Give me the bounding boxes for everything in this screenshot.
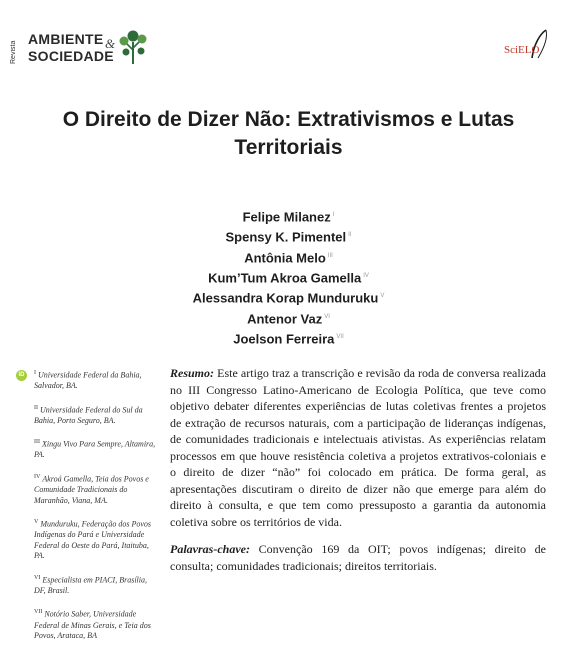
author-list (100, 206, 477, 348)
affiliation-item: $^{VI}$ Especialista em PIACI, Brasília, DF, Brasil. (34, 574, 147, 595)
affiliation-item: $^{IV}$ Akroá Gamella, Teia dos Povos e Comunidade Tradicionais do Maranhão, Viana, MA. (34, 473, 149, 505)
abstract-text: Este artigo traz a transcrição e revisão da roda de conversa realizada no III Congresso Latino-Americano de Ecologia Política, que teve como objetivo debater diferentes experiências de lutas coletivas frentes a projetos de extração de recursos naturais, com a participação de lideranças indígenas, de comunidades tradicionais e intelectuais ativistas. As experiências relatam processos em que houve resistência coletiva a projetos extrativos-coloniais e o direito de dizer “não” foi colocado em prática. De forma geral, as apresentações discutiram o direito de dizer não que emerge para além do direito à consulta, e que tem como pressuposto a garantia da autonomia coletiva sobre os territórios de vida. (170, 366, 546, 529)
affiliation-item: $^{VII}$ Notório Saber, Universidade Federal de Minas Gerais, e Teia dos Povos, Arataca, BA (34, 609, 151, 641)
keywords-paragraph (170, 541, 546, 574)
journal-revista-label: Revista (10, 40, 17, 64)
abstract-block (170, 365, 546, 585)
affiliation-item: $^{III}$ Xingu Vivo Para Sempre, Altamira, PA. (34, 439, 156, 460)
journal-name-top: AMBIENTE (28, 31, 104, 47)
journal-name-bottom: SOCIEDADE (28, 48, 114, 64)
author: Felipe Milanez $^I$ (242, 209, 335, 225)
affiliation-item: $^V$ Munduruku, Federação dos Povos Indígenas do Pará e Universidade Federal do Oeste do Pará, Itaituba, PA. (34, 519, 151, 561)
author: Kum’Tum Akroa Gamella $^{IV}$ (208, 270, 369, 286)
orcid-icon[interactable]: iD (16, 370, 27, 381)
keywords-text: Convenção 169 da OIT; povos indígenas; direito de consulta; comunidades tradicionais; direitos territoriais. (170, 542, 547, 573)
affiliation-item: $^I$ Universidade Federal da Bahia, Salvador, BA. (34, 370, 142, 391)
author: Alessandra Korap Munduruku $^V$ (192, 290, 385, 306)
scielo-label: SciELO (504, 44, 540, 56)
author: Antenor Vaz $^{VI}$ (247, 310, 330, 326)
author: Antônia Melo $^{III}$ (244, 249, 333, 265)
abstract-label: Resumo: (170, 366, 215, 380)
abstract-paragraph (170, 365, 546, 530)
article-title: O Direito de Dizer Não: Extrativismos e Lutas Territoriais (62, 108, 515, 159)
affiliation-item: $^{II}$ Universidade Federal do Sul da Bahia, Porto Seguro, BA. (34, 404, 143, 425)
author: Spensy K. Pimentel $^{II}$ (225, 229, 352, 245)
journal-name-amp: & (105, 36, 116, 51)
affiliations (34, 368, 156, 653)
tree-logo-icon (118, 28, 148, 66)
keywords-label: Palavras-chave: (170, 542, 250, 556)
author: Joelson Ferreira $^{VII}$ (233, 331, 344, 347)
